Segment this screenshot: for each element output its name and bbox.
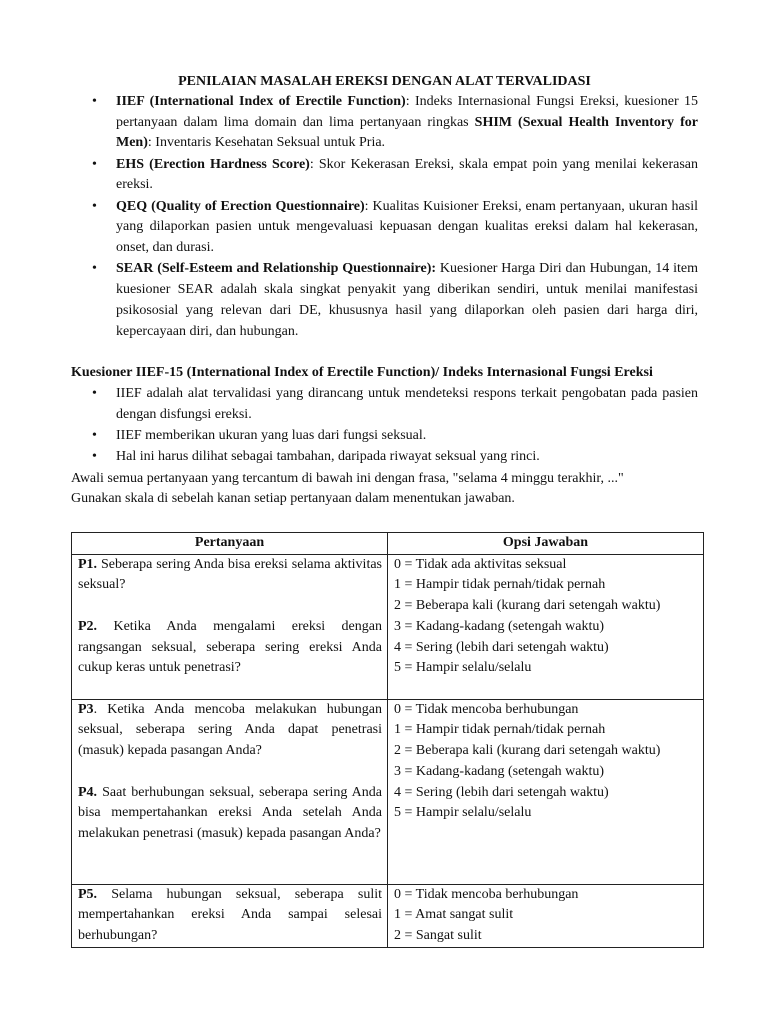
question-cell — [72, 554, 388, 699]
point-text: IIEF memberikan ukuran yang luas dari fungsi seksual. — [116, 427, 427, 443]
list-item-qeq — [71, 197, 698, 259]
table-row — [72, 884, 704, 947]
options-cell — [388, 884, 704, 947]
tool-description: : Kualitas Kuisioner Ereksi, enam pertanyaan, ukuran hasil yang dilaporkan pasien untuk mengevaluasi kepuasan dengan kualitas ereksi dalam hal kekerasan, onset, dan durasi. — [116, 198, 698, 256]
options-cell — [388, 554, 704, 699]
question-text: Seberapa sering Anda bisa ereksi selama aktivitas seksual? — [78, 556, 382, 593]
bullet-icon: • — [92, 385, 97, 401]
questionnaire-table — [71, 532, 704, 948]
list-item — [71, 447, 698, 468]
list-item-sear — [71, 259, 698, 342]
instruction-text: Awali semua pertanyaan yang tercantum di bawah ini dengan frasa, "selama 4 minggu terakhir, ..." — [71, 470, 624, 486]
bullet-icon: • — [92, 198, 97, 214]
page-title: PENILAIAN MASALAH EREKSI DENGAN ALAT TERVALIDASI — [178, 74, 591, 89]
question-item — [78, 885, 382, 947]
question-cell — [72, 884, 388, 947]
document-body — [71, 71, 698, 510]
answer-option: 3 = Kadang-kadang (setengah waktu) — [394, 763, 605, 779]
section-heading: Kuesioner IIEF-15 (International Index of Erectile Function)/ Indeks Internasional Fungsi Ereksi — [71, 365, 653, 381]
answer-option: 4 = Sering (lebih dari setengah waktu) — [394, 639, 609, 655]
bullet-icon: • — [92, 156, 97, 172]
tool-name: IIEF (International Index of Erectile Function) — [116, 94, 406, 109]
answer-option: 0 = Tidak mencoba berhubungan — [394, 701, 579, 717]
list-item — [71, 426, 698, 447]
question-text: Selama hubungan seksual, seberapa sulit mempertahankan ereksi Anda sampai selesai berhubungan? — [78, 886, 382, 944]
tool-description: Kuesioner Harga Diri dan Hubungan, 14 item kuesioner SEAR adalah skala singkat penyakit yang diberikan sendiri, untuk menilai manifestasi psikososial yang relevan dari DE, khususnya hasil yang dilaporkan oleh pasien dari harga diri, kepercayaan diri, dan hubungan. — [116, 261, 698, 339]
question-item — [78, 783, 382, 845]
tool-name-shim: SHIM (Sexual Health Inventory for Men) — [116, 114, 698, 151]
bullet-icon: • — [92, 449, 97, 465]
answer-option: 2 = Beberapa kali (kurang dari setengah waktu) — [394, 743, 661, 759]
bullet-icon: • — [92, 261, 97, 277]
list-item — [71, 384, 698, 425]
answer-option: 2 = Beberapa kali (kurang dari setengah waktu) — [394, 598, 661, 614]
question-text: Ketika Anda mengalami ereksi dengan rangsangan seksual, seberapa sering ereksi Anda cukup keras untuk penetrasi? — [78, 618, 382, 676]
tool-description: : Skor Kekerasan Ereksi, skala empat poin yang menilai kekerasan ereksi. — [116, 156, 698, 193]
tool-name: EHS (Erection Hardness Score) — [116, 156, 310, 172]
question-item — [78, 617, 382, 679]
question-label: P5. — [78, 886, 98, 902]
answer-option: 5 = Hampir selalu/selalu — [394, 660, 532, 676]
answer-option: 3 = Kadang-kadang (setengah waktu) — [394, 618, 605, 634]
iief-points-list — [71, 384, 698, 468]
question-cell — [72, 699, 388, 884]
answer-option: 0 = Tidak mencoba berhubungan — [394, 886, 579, 902]
answer-option: 1 = Hampir tidak pernah/tidak pernah — [394, 722, 606, 738]
question-text: . Ketika Anda mencoba melakukan hubungan seksual, seberapa sering Anda dapat penetrasi (masuk) kepada pasangan Anda? — [78, 701, 382, 759]
column-header-options: Opsi Jawaban — [388, 533, 704, 555]
point-text: Hal ini harus dilihat sebagai tambahan, daripada riwayat seksual yang rinci. — [116, 449, 540, 465]
tool-description: : Indeks Internasional Fungsi Ereksi, kuesioner 15 pertanyaan dalam lima domain dan lima pertanyaan ringkas — [116, 94, 698, 130]
question-label: P2. — [78, 618, 98, 634]
answer-option: 1 = Hampir tidak pernah/tidak pernah — [394, 577, 606, 593]
answer-option: 0 = Tidak ada aktivitas seksual — [394, 556, 567, 572]
column-header-question: Pertanyaan — [72, 533, 388, 555]
list-item-iief — [71, 92, 698, 154]
question-item — [78, 555, 382, 596]
table-row — [72, 554, 704, 699]
answer-option: 4 = Sering (lebih dari setengah waktu) — [394, 784, 609, 800]
list-item-ehs — [71, 155, 698, 196]
question-label: P3 — [78, 701, 94, 717]
tool-description-shim: : Inventaris Kesehatan Seksual untuk Pria. — [147, 135, 386, 151]
answer-option: 2 = Sangat sulit — [394, 928, 482, 944]
tool-name: SEAR (Self-Esteem and Relationship Questionnaire): — [116, 261, 437, 277]
question-text: Saat berhubungan seksual, seberapa sering Anda bisa mempertahankan ereksi Anda setelah Anda melakukan penetrasi (masuk) kepada pasangan Anda? — [78, 784, 382, 841]
bullet-icon: • — [92, 94, 97, 109]
instruction-text: Gunakan skala di sebelah kanan setiap pertanyaan dalam menentukan jawaban. — [71, 491, 515, 507]
table-header-row — [72, 533, 704, 555]
table-row — [72, 699, 704, 884]
answer-option: 1 = Amat sangat sulit — [394, 907, 514, 923]
question-item — [78, 700, 382, 762]
tool-name: QEQ (Quality of Erection Questionnaire) — [116, 198, 365, 214]
question-label: P1. — [78, 556, 98, 572]
point-text: IIEF adalah alat tervalidasi yang dirancang untuk mendeteksi respons terkait pengobatan pada pasien dengan disfungsi ereksi. — [116, 385, 698, 422]
options-cell — [388, 699, 704, 884]
bullet-icon: • — [92, 427, 97, 443]
question-label: P4. — [78, 784, 98, 800]
validated-tools-list — [71, 92, 698, 342]
answer-option: 5 = Hampir selalu/selalu — [394, 805, 532, 821]
